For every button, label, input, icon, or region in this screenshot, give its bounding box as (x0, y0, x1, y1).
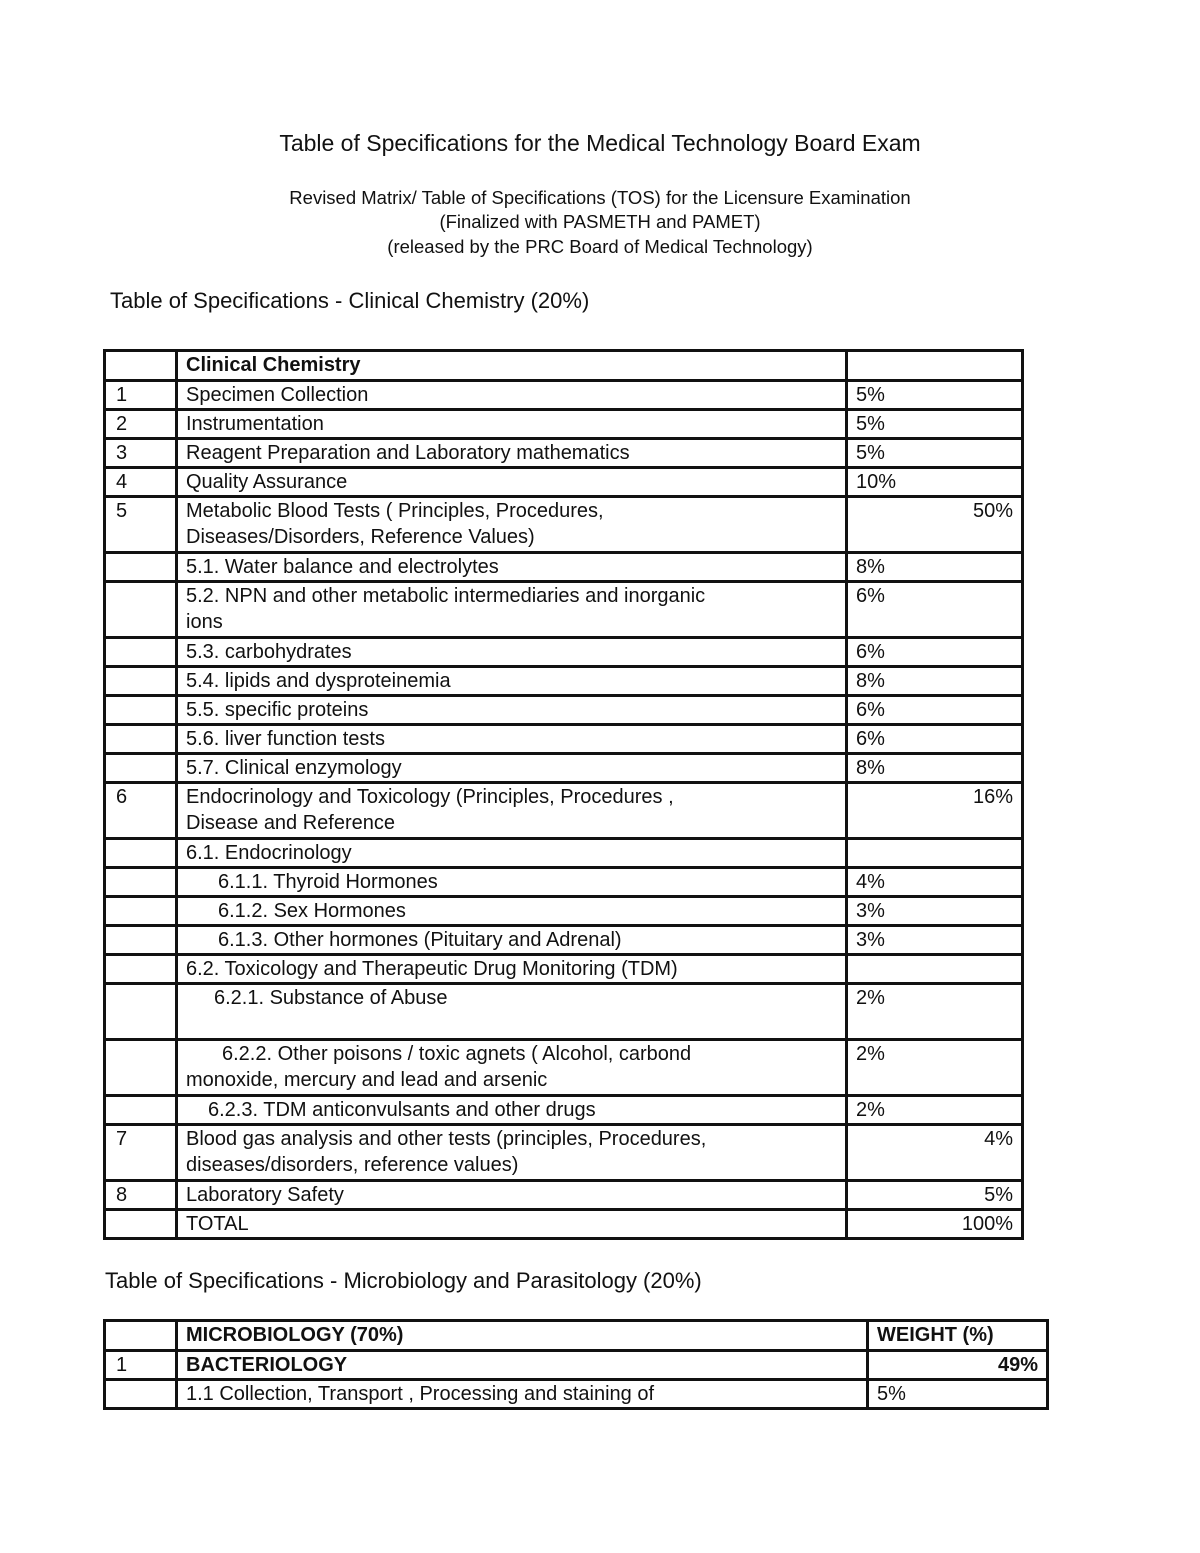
row-weight: 16% (847, 783, 1023, 839)
row-weight: 4% (847, 1125, 1023, 1181)
microbiology-heading: Table of Specifications - Microbiology and Parasitology (20%) (105, 1268, 702, 1293)
row-number (105, 955, 177, 984)
row-topic-line: 6.2.2. Other poisons / toxic agnets ( Alcohol, carbond (222, 1043, 692, 1065)
row-topic: Reagent Preparation and Laboratory mathematics (177, 439, 847, 468)
table-header-topic: Clinical Chemistry (177, 351, 847, 381)
table-row (105, 1380, 1048, 1409)
row-topic: 5.3. carbohydrates (177, 638, 847, 667)
table-row (105, 553, 1023, 582)
row-topic: 5.1. Water balance and electrolytes (177, 553, 847, 582)
table-row (105, 468, 1023, 497)
row-weight: 4% (847, 868, 1023, 897)
row-weight: 50% (847, 497, 1023, 553)
row-weight: 8% (847, 667, 1023, 696)
row-number: 2 (105, 410, 177, 439)
table-row (105, 638, 1023, 667)
table-row (105, 1040, 1023, 1096)
row-topic: 5.4. lipids and dysproteinemia (177, 667, 847, 696)
row-topic: 6.1.3. Other hormones (Pituitary and Adrenal) (177, 926, 847, 955)
row-weight: 5% (847, 439, 1023, 468)
row-number (105, 582, 177, 638)
row-topic-line: Endocrinology and Toxicology (Principles, Procedures , (186, 786, 674, 808)
row-topic: Laboratory Safety (177, 1181, 847, 1210)
table-row (105, 1181, 1023, 1210)
row-weight: 6% (847, 725, 1023, 754)
row-number (105, 868, 177, 897)
row-number (105, 897, 177, 926)
table-row (105, 984, 1023, 1040)
row-topic: Quality Assurance (177, 468, 847, 497)
table-row (105, 381, 1023, 410)
row-topic (177, 1040, 847, 1096)
row-weight: 6% (847, 696, 1023, 725)
row-topic: 6.2.3. TDM anticonvulsants and other drugs (177, 1096, 847, 1125)
row-topic: 5.7. Clinical enzymology (177, 754, 847, 783)
row-topic (177, 497, 847, 553)
row-weight: 5% (847, 410, 1023, 439)
table-row (105, 1351, 1048, 1380)
row-number (105, 754, 177, 783)
row-topic-line: 5.2. NPN and other metabolic intermediaries and inorganic (186, 585, 706, 607)
table-header-weight: WEIGHT (%) (868, 1321, 1048, 1351)
row-number (105, 1040, 177, 1096)
row-topic: BACTERIOLOGY (177, 1351, 868, 1380)
row-topic (177, 1125, 847, 1181)
table-row (105, 1096, 1023, 1125)
subtitle-line-3: (released by the PRC Board of Medical Technology) (387, 236, 813, 257)
subtitle-line-2: (Finalized with PASMETH and PAMET) (439, 211, 761, 232)
row-number (105, 984, 177, 1040)
clinical-chemistry-table (103, 349, 1024, 1240)
table-header-row (105, 351, 1023, 381)
row-weight: 6% (847, 582, 1023, 638)
table-header-topic: MICROBIOLOGY (70%) (177, 1321, 868, 1351)
row-topic-line: Blood gas analysis and other tests (principles, Procedures, (186, 1128, 707, 1150)
table-row (105, 582, 1023, 638)
subtitle-line-1: Revised Matrix/ Table of Specifications (TOS) for the Licensure Examination (289, 187, 911, 208)
row-weight: 2% (847, 1096, 1023, 1125)
clinical-chemistry-heading: Table of Specifications - Clinical Chemistry (20%) (110, 288, 590, 313)
document-title: Table of Specifications for the Medical Technology Board Exam (279, 130, 921, 156)
table-cell (105, 1321, 177, 1351)
row-topic-line: ions (186, 611, 223, 633)
row-weight: 2% (847, 1040, 1023, 1096)
row-weight: 5% (847, 1181, 1023, 1210)
row-topic: Instrumentation (177, 410, 847, 439)
table-row (105, 955, 1023, 984)
table-row (105, 439, 1023, 468)
row-number (105, 1210, 177, 1239)
table-row (105, 754, 1023, 783)
row-weight: 2% (847, 984, 1023, 1040)
row-number: 7 (105, 1125, 177, 1181)
row-weight: 6% (847, 638, 1023, 667)
table-row (105, 868, 1023, 897)
row-number: 6 (105, 783, 177, 839)
row-number: 1 (105, 381, 177, 410)
row-topic: 6.2. Toxicology and Therapeutic Drug Monitoring (TDM) (177, 955, 847, 984)
row-weight (847, 955, 1023, 984)
row-weight: 49% (868, 1351, 1048, 1380)
row-weight: 5% (868, 1380, 1048, 1409)
row-weight: 5% (847, 381, 1023, 410)
row-topic-line: Disease and Reference (186, 812, 396, 834)
row-topic-line: diseases/disorders, reference values) (186, 1154, 519, 1176)
table-row (105, 696, 1023, 725)
row-topic: TOTAL (177, 1210, 847, 1239)
table-row (105, 410, 1023, 439)
row-weight: 8% (847, 754, 1023, 783)
row-number: 5 (105, 497, 177, 553)
row-topic: 6.1.2. Sex Hormones (177, 897, 847, 926)
table-cell (105, 351, 177, 381)
row-topic (177, 582, 847, 638)
row-weight: 3% (847, 897, 1023, 926)
table-total-row (105, 1210, 1023, 1239)
row-topic (177, 783, 847, 839)
row-topic: 6.1.1. Thyroid Hormones (177, 868, 847, 897)
row-weight: 8% (847, 553, 1023, 582)
row-number: 3 (105, 439, 177, 468)
row-number (105, 696, 177, 725)
row-number: 8 (105, 1181, 177, 1210)
table-row (105, 725, 1023, 754)
row-number (105, 553, 177, 582)
row-number (105, 839, 177, 868)
row-weight (847, 839, 1023, 868)
row-topic: 6.2.1. Substance of Abuse (177, 984, 847, 1040)
row-number (105, 725, 177, 754)
row-topic-line: monoxide, mercury and lead and arsenic (186, 1069, 548, 1091)
table-row (105, 1125, 1023, 1181)
table-cell (847, 351, 1023, 381)
row-number: 4 (105, 468, 177, 497)
table-row (105, 897, 1023, 926)
row-number (105, 638, 177, 667)
row-number (105, 926, 177, 955)
row-topic-line: Diseases/Disorders, Reference Values) (186, 526, 535, 548)
row-topic: Specimen Collection (177, 381, 847, 410)
row-number (105, 1380, 177, 1409)
row-topic: 5.6. liver function tests (177, 725, 847, 754)
row-weight: 100% (847, 1210, 1023, 1239)
row-number (105, 1096, 177, 1125)
table-row (105, 926, 1023, 955)
table-row (105, 839, 1023, 868)
row-topic: 6.1. Endocrinology (177, 839, 847, 868)
microbiology-table (103, 1319, 1049, 1410)
row-number: 1 (105, 1351, 177, 1380)
row-topic: 5.5. specific proteins (177, 696, 847, 725)
row-topic-line: Metabolic Blood Tests ( Principles, Procedures, (186, 500, 604, 522)
row-weight: 10% (847, 468, 1023, 497)
table-row (105, 667, 1023, 696)
table-row (105, 783, 1023, 839)
table-row (105, 497, 1023, 553)
row-topic: 1.1 Collection, Transport , Processing and staining of (177, 1380, 868, 1409)
table-header-row (105, 1321, 1048, 1351)
row-weight: 3% (847, 926, 1023, 955)
row-number (105, 667, 177, 696)
